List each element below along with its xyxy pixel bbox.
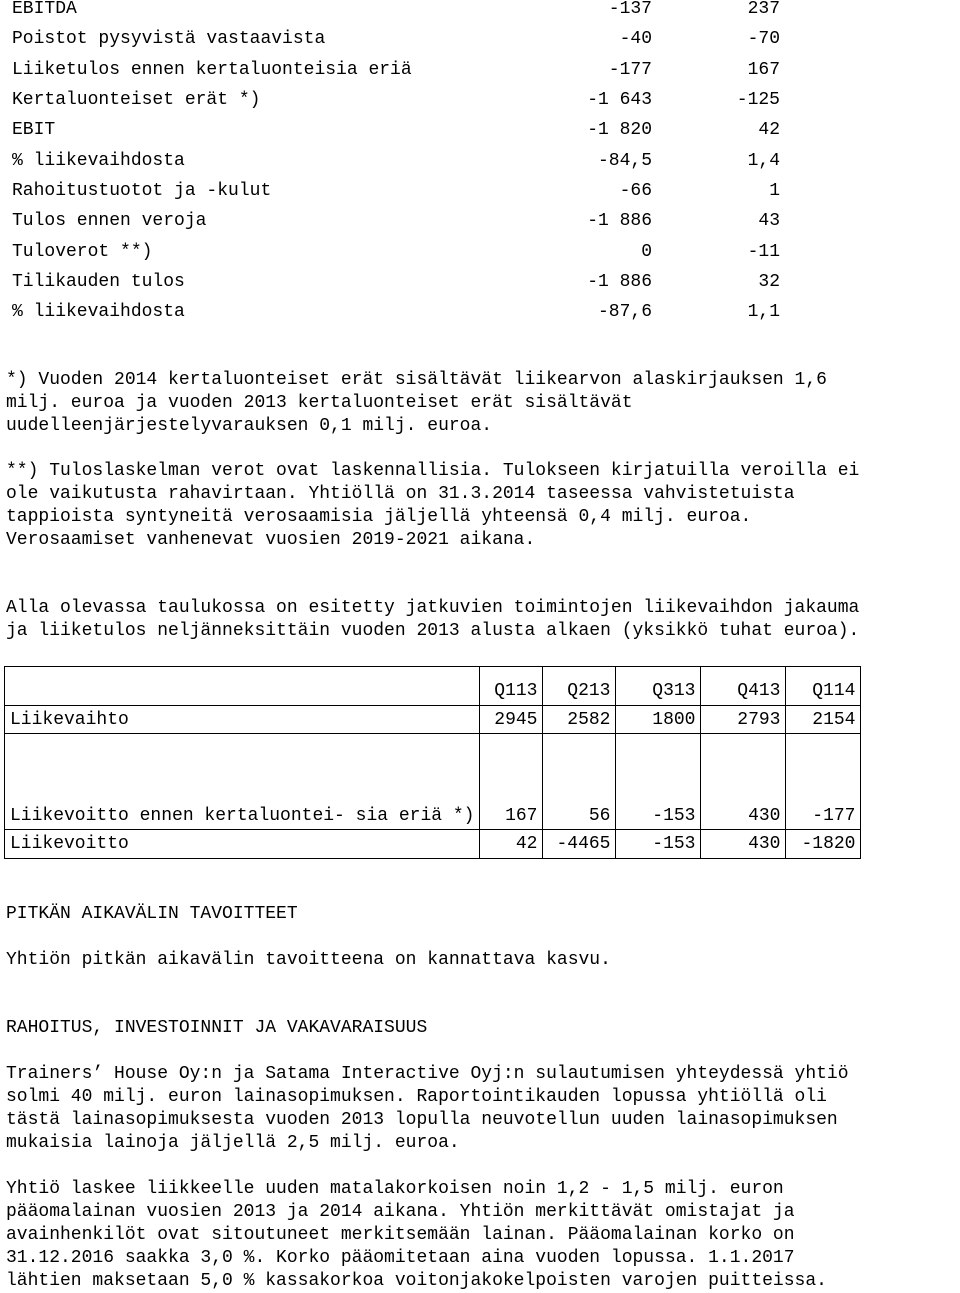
value-previous: 1,4	[747, 150, 780, 171]
column-header: Q113	[480, 667, 543, 706]
row-label: Liikevoitto ennen kertaluontei- sia eriä *)	[5, 734, 480, 830]
table-row	[5, 734, 861, 830]
value-previous: 237	[747, 0, 780, 20]
row-label: Poistot pysyvistä vastaavista	[12, 29, 326, 50]
value-current: -40	[619, 29, 652, 50]
row-label: EBITDA	[12, 0, 77, 20]
table-cell: 430	[701, 734, 786, 830]
value-previous: -11	[747, 241, 780, 262]
value-current: -87,6	[597, 302, 652, 323]
table-cell: -177	[786, 734, 861, 830]
table-cell: -153	[616, 734, 701, 830]
row-label: Liikevaihto	[5, 706, 480, 734]
table-cell: 1800	[616, 706, 701, 734]
column-header: Q313	[616, 667, 701, 706]
column-header: Q213	[543, 667, 616, 706]
table-cell: 42	[480, 830, 543, 859]
value-previous: -70	[747, 29, 780, 50]
value-current: -1 820	[587, 120, 652, 141]
value-previous: 43	[758, 211, 780, 232]
table-row	[12, 0, 780, 24]
column-header: Q114	[786, 667, 861, 706]
value-previous: -125	[736, 90, 780, 111]
section-heading-long-term-targets: PITKÄN AIKAVÄLIN TAVOITTEET	[6, 904, 298, 924]
table-row	[12, 24, 780, 54]
row-label: Liiketulos ennen kertaluonteisia eriä	[12, 59, 412, 80]
value-current: -1 643	[587, 90, 652, 111]
value-current: -177	[608, 59, 652, 80]
long-term-targets-text: Yhtiön pitkän aikavälin tavoitteena on kannattava kasvu.	[6, 950, 611, 970]
table-cell: -4465	[543, 830, 616, 859]
value-current: 0	[641, 241, 652, 262]
table-cell: 2154	[786, 706, 861, 734]
table-cell: 2793	[701, 706, 786, 734]
row-label: % liikevaihdosta	[12, 150, 185, 171]
table-row	[5, 706, 861, 734]
table-row	[12, 145, 780, 175]
table-row	[12, 115, 780, 145]
value-current: -137	[608, 0, 652, 20]
table-row	[12, 236, 780, 266]
table-row	[12, 55, 780, 85]
value-previous: 42	[758, 120, 780, 141]
table-row	[5, 830, 861, 859]
footnote-one-time-items: *) Vuoden 2014 kertaluonteiset erät sisältävät liikearvon alaskirjauksen 1,6 milj. euroa ja vuoden 2013 kertaluonteiset erät sisältävät uudelleenjärjestelyvarauksen 0,1 milj. euroa.	[6, 370, 827, 436]
income-statement-table	[12, 0, 780, 327]
value-current: -66	[619, 180, 652, 201]
row-label: % liikevaihdosta	[12, 302, 185, 323]
row-label: Kertaluonteiset erät *)	[12, 90, 261, 111]
column-header: Q413	[701, 667, 786, 706]
quarterly-intro-text: Alla olevassa taulukossa on esitetty jatkuvien toimintojen liikevaihdon jakauma ja liiketulos neljänneksittäin vuoden 2013 alusta alkaen (yksikkö tuhat euroa).	[6, 598, 860, 641]
value-previous: 167	[747, 59, 780, 80]
table-row	[12, 85, 780, 115]
table-row	[12, 206, 780, 236]
row-label: Tilikauden tulos	[12, 271, 185, 292]
row-label: Tulos ennen veroja	[12, 211, 207, 232]
table-cell: -1820	[786, 830, 861, 859]
value-previous: 1	[769, 180, 780, 201]
value-previous: 32	[758, 271, 780, 292]
value-current: -84,5	[597, 150, 652, 171]
row-label: Tuloverot **)	[12, 241, 153, 262]
value-current: -1 886	[587, 271, 652, 292]
table-row	[12, 176, 780, 206]
header-empty-cell	[5, 667, 480, 706]
footnote-taxes: **) Tuloslaskelman verot ovat laskennallisia. Tulokseen kirjatuilla veroilla ei ole vaikutusta rahavirtaan. Yhtiöllä on 31.3.2014 taseessa vahvistetuista tappioista syntyneitä verosaamisia jäljellä yhteensä 0,4 milj. euroa. Verosaamiset vanhenevat vuosien 2019-2021 aikana.	[6, 461, 860, 550]
table-row	[12, 267, 780, 297]
table-header-row	[5, 667, 861, 706]
table-cell: 430	[701, 830, 786, 859]
table-row	[12, 297, 780, 327]
table-cell: 167	[480, 734, 543, 830]
table-cell: 2945	[480, 706, 543, 734]
financing-paragraph-loan: Trainers’ House Oy:n ja Satama Interactive Oyj:n sulautumisen yhteydessä yhtiö solmi 40 milj. euron lainasopimuksen. Raportointikauden lopussa yhtiöllä oli tästä lainasopimuksesta vuoden 2013 lopulla neuvotellun uuden lainasopimuksen mukaisia lainoja jäljellä 2,5 milj. euroa.	[6, 1064, 849, 1153]
value-current: -1 886	[587, 211, 652, 232]
table-cell: -153	[616, 830, 701, 859]
value-previous: 1,1	[747, 302, 780, 323]
section-heading-financing: RAHOITUS, INVESTOINNIT JA VAKAVARAISUUS	[6, 1018, 428, 1038]
table-cell: 2582	[543, 706, 616, 734]
quarterly-table	[4, 666, 861, 859]
table-cell: 56	[543, 734, 616, 830]
row-label: Rahoitustuotot ja -kulut	[12, 180, 272, 201]
row-label: Liikevoitto	[5, 830, 480, 859]
row-label: EBIT	[12, 120, 56, 141]
financing-paragraph-capital-loan: Yhtiö laskee liikkeelle uuden matalakorkoisen noin 1,2 - 1,5 milj. euron pääomalainan vuosien 2013 ja 2014 aikana. Yhtiön merkittävät omistajat ja avainhenkilöt ovat sitoutuneet merkitsemään lainan. Pääomalainan korko on 31.12.2016 saakka 3,0 %. Korko pääomitetaan aina vuoden lopussa. 1.1.2017 lähtien maksetaan 5,0 % kassakorkoa voitonjakokelpoisten varojen puitteissa.	[6, 1179, 827, 1291]
